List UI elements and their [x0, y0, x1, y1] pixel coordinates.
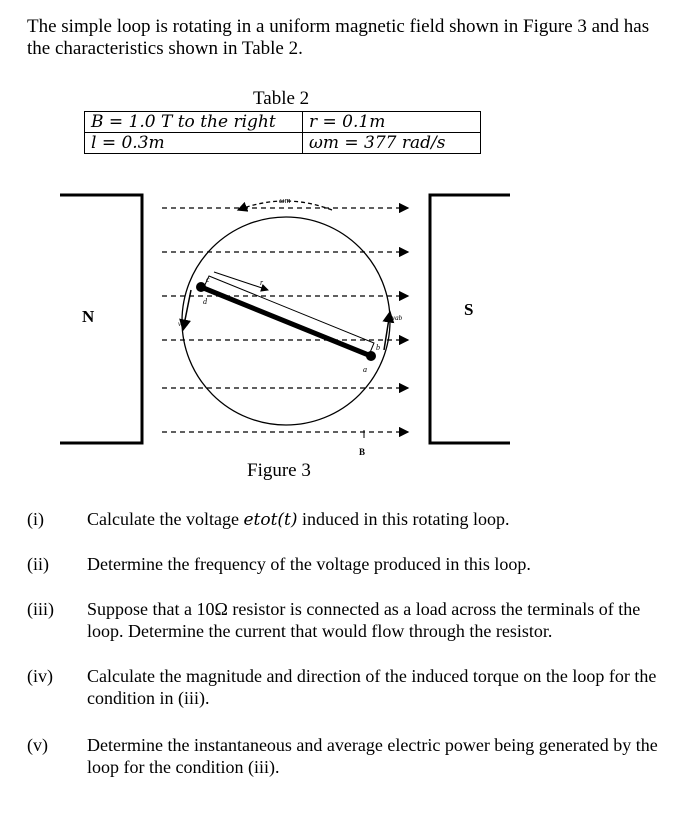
corner-b-label: b [376, 343, 380, 352]
terminal-dot-right [366, 351, 376, 361]
table-cell: l = 0.3m [85, 133, 303, 154]
figure-caption: Figure 3 [247, 460, 311, 481]
question-text: Determine the frequency of the voltage produced in this loop. [87, 554, 531, 574]
table-row [85, 133, 481, 154]
figure-3-diagram [0, 180, 687, 465]
question-math: etot(t) [243, 510, 298, 530]
table-cell: ωm = 377 rad/s [303, 133, 481, 154]
parameters-table [84, 111, 481, 154]
question-number: (ii) [27, 554, 49, 574]
question-text: Determine the instantaneous and average electric power being generated by the loop for the condition (iii). [87, 735, 658, 777]
radius-label: r [260, 278, 264, 287]
question-text: Calculate the magnitude and direction of the induced torque on the loop for the condition in (iii). [87, 666, 657, 708]
corner-d-label: d [203, 297, 207, 306]
loop-outline [203, 276, 374, 355]
table-row [85, 112, 481, 133]
omega-label: ωm [279, 196, 291, 205]
question-text: Calculate the voltage [87, 509, 244, 529]
vcd-label: vcd [178, 320, 188, 328]
field-b-label: B [359, 447, 366, 457]
south-label: S [464, 300, 474, 319]
vab-label: vab [392, 314, 403, 322]
question-text: Suppose that a 10Ω resistor is connected as a load across the terminals of the loop. Determine the current that would flow through the resistor. [87, 599, 641, 641]
intro-paragraph: The simple loop is rotating in a uniform magnetic field shown in Figure 3 and has the characteristics shown in Table 2. [27, 16, 650, 59]
question-number: (iii) [27, 599, 54, 619]
north-pole-piece [60, 195, 142, 443]
table-caption: Table 2 [253, 88, 310, 109]
corner-a-label: a [363, 365, 367, 374]
south-pole-piece [430, 195, 510, 443]
table-cell: B = 1.0 T to the right [85, 112, 303, 133]
question-number: (i) [27, 509, 44, 529]
table-cell: r = 0.1m [303, 112, 481, 133]
question-number: (v) [27, 735, 48, 755]
question-number: (iv) [27, 666, 53, 686]
corner-c-label: c [206, 275, 210, 284]
question-text: induced in this rotating loop. [297, 509, 510, 529]
terminal-dot-left [196, 282, 206, 292]
north-label: N [82, 307, 95, 326]
